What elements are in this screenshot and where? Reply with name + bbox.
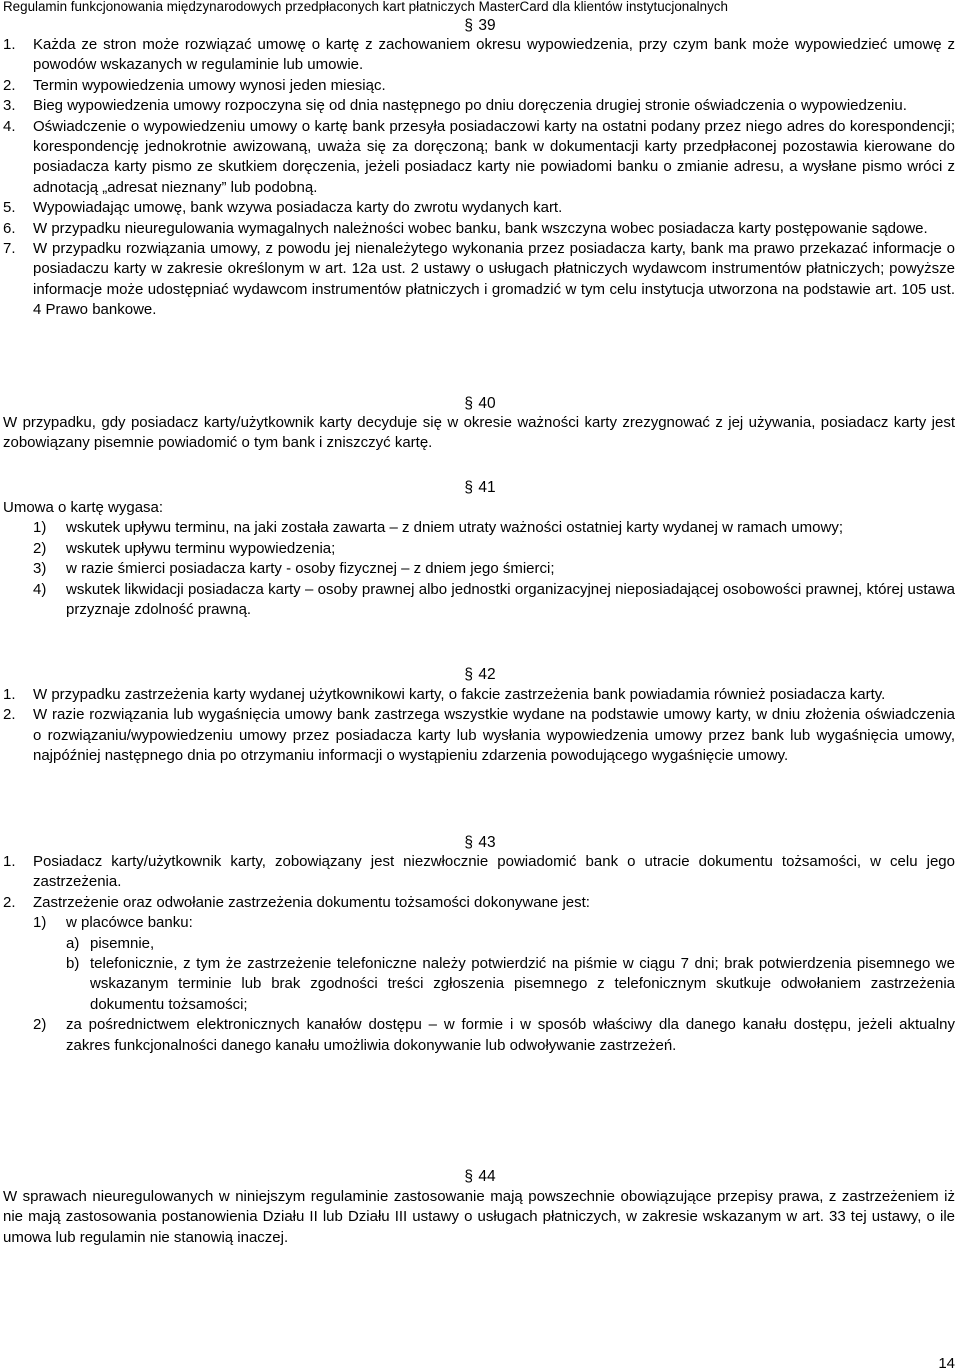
list-item [3, 35, 955, 76]
section-number: 43 [478, 834, 496, 851]
running-header: Regulamin funkcjonowania międzynarodowych przedpłaconych kart płatniczych MasterCard dla klientów instytucjonalnych [3, 0, 728, 14]
list-item [3, 913, 955, 933]
section-42-heading [0, 666, 960, 684]
item-number: 1. [3, 853, 16, 870]
section-number: 41 [478, 479, 496, 496]
list-intro: Umowa o kartę wygasa: [3, 499, 164, 516]
section-42-body [3, 685, 955, 767]
item-number: 2. [3, 76, 16, 94]
item-number: 2) [33, 539, 47, 557]
section-44-heading [0, 1168, 960, 1186]
paragraph: W sprawach nieuregulowanych w niniejszym regulaminie zastosowanie mają powszechnie obowiązujące przepisy prawa, z zastrzeżeniem iż nie mają zastosowania postanowienia Działu II lub Działu III ustawy o usługach płatniczych, w zakresie wskazanym w art. 33 tej ustawy, o ile umowa lub regulamin nie stanowią inaczej. [3, 1188, 955, 1246]
list-item [3, 219, 955, 239]
item-number: 1) [33, 914, 47, 932]
section-41-body [3, 498, 955, 620]
section-symbol: § [464, 17, 473, 34]
item-number: 2. [3, 893, 16, 911]
list-item [3, 239, 955, 321]
item-number: 3. [3, 97, 16, 115]
item-text: Wypowiadając umowę, bank wzywa posiadacza karty do zwrotu wydanych kart. [33, 199, 563, 217]
list-item [3, 117, 955, 199]
paragraph: W przypadku, gdy posiadacz karty/użytkownik karty decyduje się w okresie ważności karty zrezygnować z jej używania, posiadacz karty jest zobowiązany pisemnie powiadomić o tym bank i zniszczyć kartę. [3, 414, 955, 452]
section-39-heading [0, 17, 960, 35]
item-number: 6. [3, 219, 16, 237]
item-number: 4) [33, 580, 47, 598]
item-number: 3) [33, 560, 47, 578]
page-number: 14 [938, 1355, 955, 1372]
item-text: Zastrzeżenie oraz odwołanie zastrzeżenia dokumentu tożsamości dokonywane jest: [33, 893, 590, 911]
item-number: 2. [3, 706, 16, 724]
list-item [3, 96, 955, 116]
item-text: pisemnie, [90, 934, 155, 952]
item-letter: a) [66, 934, 80, 952]
list-item [3, 559, 955, 579]
section-symbol: § [464, 666, 473, 683]
item-text: Każda ze stron może rozwiązać umowę o kartę z zachowaniem okresu wypowiedzenia, przy czym bank może wypowiedzieć umowę z powodów wskazanych w regulaminie lub umowie. [33, 36, 955, 74]
list-item [3, 539, 955, 559]
item-number: 1. [3, 686, 16, 703]
list-item [3, 934, 955, 954]
list-item [3, 705, 955, 766]
list-item [3, 954, 955, 1015]
list-item [3, 198, 955, 218]
list-item [3, 852, 955, 893]
item-number: 5. [3, 199, 16, 217]
item-text: wskutek upływu terminu wypowiedzenia; [66, 539, 336, 557]
list-item [3, 518, 955, 538]
section-number: 40 [478, 395, 496, 412]
list-item [3, 1015, 955, 1056]
item-text: W przypadku nieuregulowania wymagalnych należności wobec banku, bank wszczyna wobec posiadacza karty postępowanie sądowe. [33, 219, 928, 237]
section-symbol: § [464, 1168, 473, 1185]
item-text: telefonicznie, z tym że zastrzeżenie telefoniczne należy potwierdzić na piśmie w ciągu 7 dni; brak potwierdzenia pisemnego we wskazanym terminie lub brak zgodności treści zgłoszenia pisemnego z telefonicznym skutkuje odwołaniem zastrzeżenia dokumentu tożsamości; [90, 955, 955, 1013]
item-letter: b) [66, 955, 80, 973]
section-39-body [3, 35, 955, 321]
item-text: w placówce banku: [66, 914, 193, 932]
item-text: Oświadczenie o wypowiedzeniu umowy o kartę bank przesyła posiadaczowi karty na ostatni podany przez niego adres do korespondencji; korespondencję jednokrotnie awizowaną, uważa się za doręczoną; bank w dokumentacji karty przedpłaconej pozostawia kierowane do posiadacza karty pismo ze skutkiem doręczenia, jeżeli posiadacz karty nie powiadomi banku o zmianie adresu, a wysłane pismo wróci z adnotacją „adresat nieznany” lub podobną. [33, 117, 955, 196]
section-number: 44 [478, 1168, 496, 1185]
section-number: 42 [478, 666, 496, 683]
item-text: W przypadku rozwiązania umowy, z powodu jej nienależytego wykonania przez posiadacza karty, bank ma prawo przekazać informacje o posiadaczu karty w zakresie określonym w art. 12a ust. 2 ustawy o usługach płatniczych wydawcom instrumentów płatniczych; powyższe informacje może udostępniać wydawcom instrumentów płatniczych i gromadzić w tym celu instytucja utworzona na podstawie art. 105 ust. 4 Prawo bankowe. [33, 240, 955, 319]
list-item [3, 580, 955, 621]
item-number: 1) [33, 519, 47, 537]
section-44-body [3, 1187, 955, 1248]
section-symbol: § [464, 834, 473, 851]
item-number: 1. [3, 36, 16, 53]
section-43-heading [0, 834, 960, 852]
section-symbol: § [464, 395, 473, 412]
section-40-body [3, 413, 955, 454]
item-text: za pośrednictwem elektronicznych kanałów dostępu – w formie i w sposób właściwy dla danego kanału dostępu, jeżeli aktualny zakres funkcjonalności danego kanału umożliwia dokonywanie lub odwoływanie zastrzeżeń. [66, 1016, 955, 1054]
item-text: Posiadacz karty/użytkownik karty, zobowiązany jest niezwłocznie powiadomić bank o utracie dokumentu tożsamości, w celu jego zastrzeżenia. [33, 853, 955, 891]
item-number: 2) [33, 1016, 47, 1034]
item-number: 7. [3, 240, 16, 258]
item-number: 4. [3, 117, 16, 135]
section-41-heading [0, 479, 960, 497]
item-text: Bieg wypowiedzenia umowy rozpoczyna się od dnia następnego po dniu doręczenia drugiej stronie oświadczenia o wypowiedzeniu. [33, 97, 907, 115]
item-text: w razie śmierci posiadacza karty - osoby fizycznej – z dniem jego śmierci; [66, 560, 555, 578]
item-text: W przypadku zastrzeżenia karty wydanej użytkownikowi karty, o fakcie zastrzeżenia bank powiadamia również posiadacza karty. [33, 686, 886, 703]
item-text: wskutek likwidacji posiadacza karty – osoby prawnej albo jednostki organizacyjnej nieposiadającej osobowości prawnej, której ustawa przyznaje zdolność prawną. [66, 580, 955, 619]
section-40-heading [0, 395, 960, 413]
section-43-body [3, 852, 955, 1056]
section-symbol: § [464, 479, 473, 496]
item-text: wskutek upływu terminu, na jaki została zawarta – z dniem utraty ważności ostatniej karty wydanej w ramach umowy; [66, 519, 843, 537]
item-text: Termin wypowiedzenia umowy wynosi jeden miesiąc. [33, 76, 386, 94]
list-item [3, 685, 955, 705]
section-number: 39 [478, 17, 496, 34]
item-text: W razie rozwiązania lub wygaśnięcia umowy bank zastrzega wszystkie wydane na podstawie umowy karty, w dniu złożenia oświadczenia o rozwiązaniu/wypowiedzeniu umowy przez posiadacza karty lub wysłania wypowiedzenia umowy przez bank lub wygaśnięcia umowy, najpóźniej następnego dnia po otrzymaniu informacji o wystąpieniu zdarzenia powodującego wygaśnięcie umowy. [33, 706, 955, 765]
list-item [3, 893, 955, 913]
list-item [3, 76, 955, 96]
